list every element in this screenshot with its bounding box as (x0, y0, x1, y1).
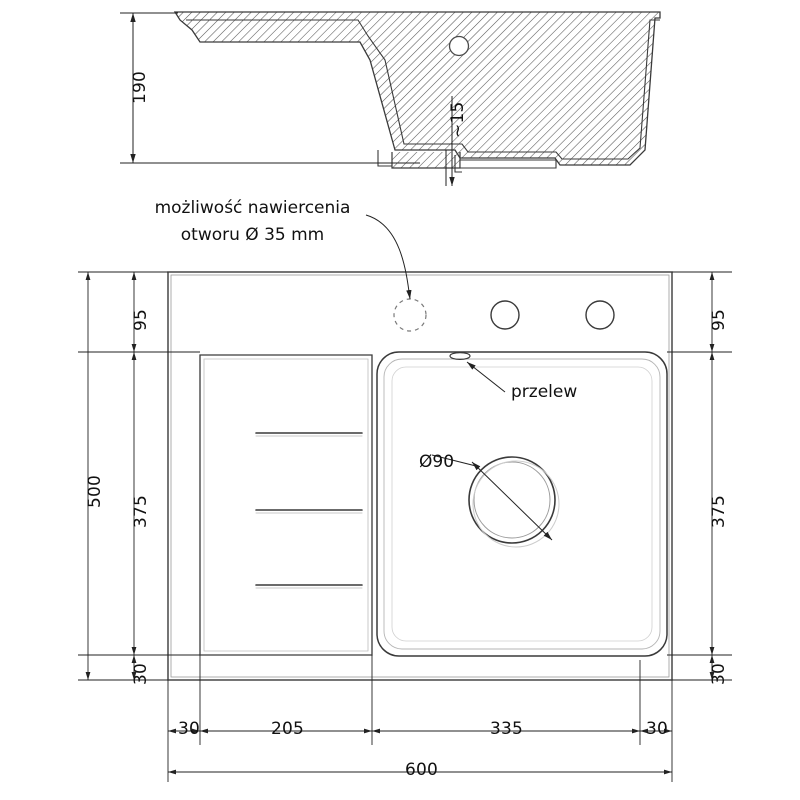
drill-note-line2: otworu Ø 35 mm (180, 225, 325, 245)
overflow-label: przelew (511, 382, 578, 402)
dim-label-bowl-335: 335 (490, 719, 524, 739)
dim-label-right-bottom-30: 30 (709, 662, 729, 685)
section-view (175, 12, 660, 172)
top-view (168, 272, 672, 680)
dim-label-drainer-205: 205 (271, 719, 305, 739)
dim-label-total-width-600: 600 (405, 760, 439, 780)
drainer-groove-shadows (256, 436, 362, 588)
leader-lines (366, 215, 552, 540)
dim-label-left-total-500: 500 (85, 474, 105, 508)
dim-label-right-bowl-375: 375 (709, 494, 729, 528)
dimension-lines (78, 272, 732, 782)
dim-label-right-edge-30: 30 (646, 719, 669, 739)
drain-diameter-label: Ø90 (419, 452, 455, 472)
dim-label-left-top-95: 95 (131, 308, 151, 331)
dim-label-depth-190: 190 (130, 70, 150, 104)
dim-label-right-top-95: 95 (709, 308, 729, 331)
drainer-grooves (256, 433, 362, 585)
dim-label-rim-15: ~15 (448, 101, 468, 138)
drill-note-line1: możliwość nawiercenia (154, 198, 351, 218)
dim-label-left-edge-30: 30 (178, 719, 201, 739)
dim-label-left-bottom-30: 30 (131, 662, 151, 685)
dim-label-left-bowl-375: 375 (131, 494, 151, 528)
